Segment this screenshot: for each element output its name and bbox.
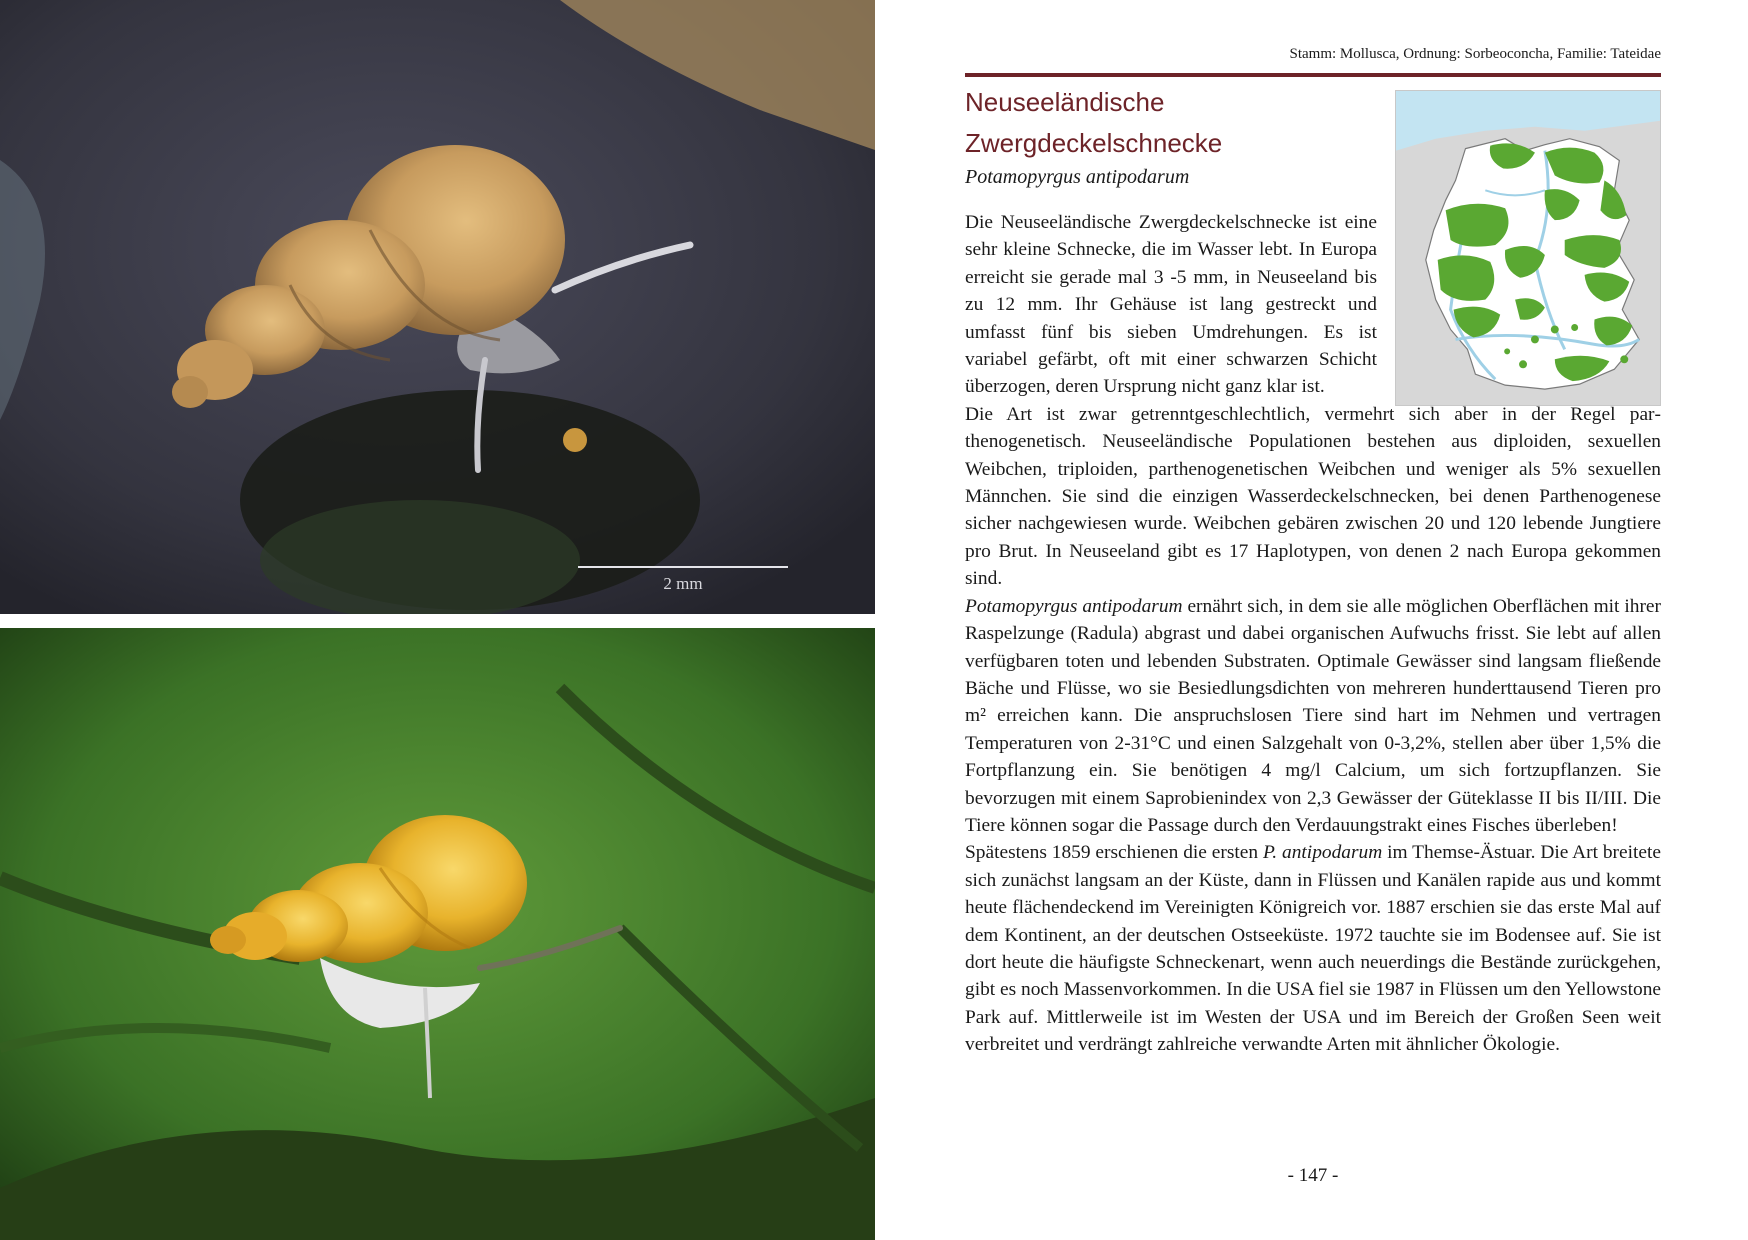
paragraph-ecology-text: ernährt sich, in dem sie alle möglichen Oberflächen mit ihrer Raspelzunge (Radula) abgrast und dabei organischen Aufwuchs frisst. Sie lebt auf allen verfügbaren toten und lebenden Substraten. Optimale Gewässer sind langsam fließende Bäche und Flüsse, wo sie Besiedlungsdichten von mehreren hunderttausend Tieren pro m² erreichen kann. Die anspruchslosen Tiere sind hart im Nehmen und vertragen Temperaturen von 2-31°C und einen Salzgehalt von 0-3,2%, stellen aber über 1,5% die Fortpflanzung ein. Sie benötigen 4 mg/l Calcium, um sich fortzupflanzen. Sie bevorzugen mit einem Saprobienindex von 2,3 Gewässer der Güteklasse II bis II/III. Die Tiere können sogar die Passage durch den Verdauungstrakt eines Fisches überleben! xyxy=(965,595,1661,836)
paragraph-reproduction: Die Art ist zwar getrenntgeschlechtlich, vermehrt sich aber in der Regel parthenogenetisch. Neuseeländische Populationen bestehen aus diploiden, sexuellen Weibchen, triploiden, parthenogenetischen Weibchen und weniger als 5% sexuellen Männchen. Sie sind die einzigen Wasserdeckelschnecken, bei denen Parthenogenese sicher nachgewiesen wurde. Weibchen gebären zwischen 20 und 120 lebende Jungtiere pro Brut. In Neuseeland gibt es 17 Haplotypen, von denen 2 nach Europa gekommen sind. xyxy=(965,403,1661,590)
paragraph-history xyxy=(965,839,1661,1058)
paragraph-history-start: Spätestens 1859 erschienen die ersten xyxy=(965,842,1263,864)
paragraph-ecology xyxy=(965,593,1661,840)
title-line-2: Zwergdeckelschnecke xyxy=(965,128,1223,158)
page-number: - 147 - xyxy=(1287,1165,1339,1186)
taxonomy-header: Stamm: Mollusca, Ordnung: Sorbeoconcha, Familie: Tateidae xyxy=(1289,46,1661,62)
snail-photo-bottom xyxy=(0,628,875,1240)
paragraph-history-text: im Themse-Ästuar. Die Art breitete sich zunächst langsam an der Küste, dann in Flüssen und Kanälen rapide aus und kommt heute flächendeckend im Vereinigten Königreich vor. 1887 erschien sie das erste Mal auf dem Kontinent, an der deutschen Ostseeküste. 1972 tauchte sie im Bodensee auf. Sie ist dort heute die häufigste Schneckenart, wenn auch neuerdings die Bestände zurückgehen, gibt es noch Massenvorkommen. In die USA fiel sie 1987 in Flüssen um den Yellowstone Park auf. Mittlerweile ist im Westen der USA und im Bereich der Großen Seen weit verbreitet und verdrängt zahlreiche verwandte Arten mit ähnlicher Ökologie. xyxy=(965,842,1661,1056)
species-abbrev-inline: P. antipodarum xyxy=(1262,842,1383,864)
species-name-inline: Potamopyrgus antipodarum xyxy=(965,595,1183,617)
article-body xyxy=(965,209,1661,1059)
title-line-1: Neuseeländische xyxy=(965,87,1165,117)
snail-photo-top xyxy=(0,0,875,614)
article-title xyxy=(965,82,1385,164)
paragraph-intro: Die Neuseeländische Zwergdeckelschnecke ist eine sehr kleine Schnecke, die im Wasser lebt. In Europa erreicht sie gerade mal 3 -5 mm, in Neuseeland bis zu 12 mm. Ihr Gehäuse ist lang gestreckt und umfasst fünf bis sieben Umdrehungen. Es ist variabel gefärbt, oft mit einer schwarzen Schicht überzogen, deren Ursprung nicht ganz klar ist. xyxy=(965,212,1377,398)
scale-label: 2 mm xyxy=(663,574,703,593)
header-rule xyxy=(965,73,1661,77)
scientific-name: Potamopyrgus antipodarum xyxy=(965,166,1190,188)
scale-bar xyxy=(578,566,788,568)
snail-photo-bottom-image xyxy=(0,628,875,1240)
snail-photo-top-image xyxy=(0,0,875,614)
